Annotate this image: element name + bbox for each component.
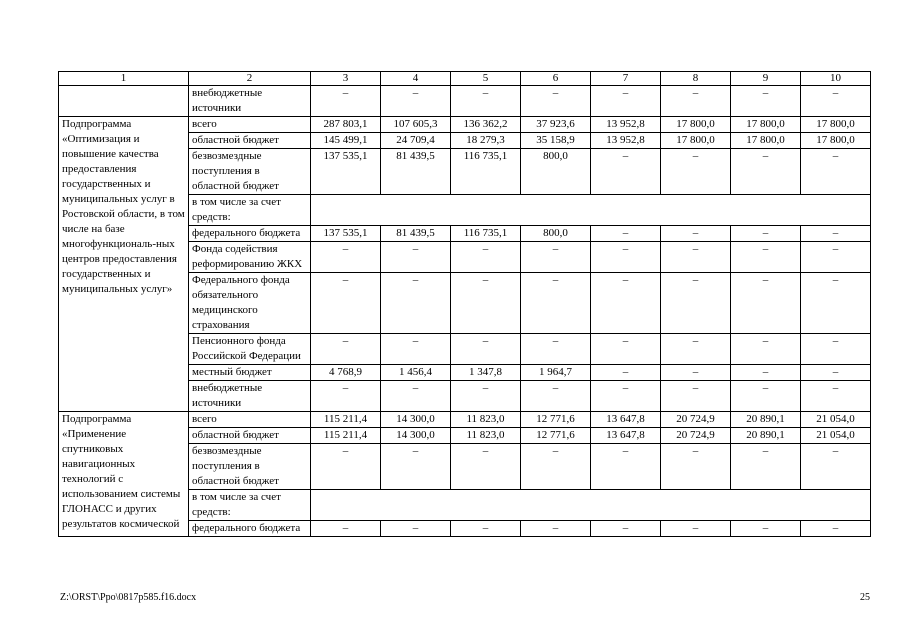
value-cell: – bbox=[451, 521, 521, 537]
value-cell: – bbox=[451, 381, 521, 412]
document-file-path: Z:\ORST\Ppo\0817p585.f16.docx bbox=[60, 592, 197, 603]
value-cell: – bbox=[731, 521, 801, 537]
value-cell: – bbox=[311, 521, 381, 537]
value-cell: – bbox=[521, 444, 591, 490]
value-cell: 1 964,7 bbox=[521, 365, 591, 381]
value-cell: 800,0 bbox=[521, 226, 591, 242]
column-header: 9 bbox=[731, 72, 801, 86]
value-cell: – bbox=[731, 242, 801, 273]
value-cell: 287 803,1 bbox=[311, 117, 381, 133]
value-cell: 137 535,1 bbox=[311, 149, 381, 195]
value-cell: – bbox=[311, 86, 381, 117]
value-cell: – bbox=[451, 273, 521, 334]
value-cell: – bbox=[801, 226, 871, 242]
value-cell: – bbox=[801, 86, 871, 117]
value-cell: 18 279,3 bbox=[451, 133, 521, 149]
value-cell: – bbox=[591, 86, 661, 117]
table-row bbox=[59, 412, 871, 428]
value-cell: – bbox=[801, 149, 871, 195]
value-cell: – bbox=[731, 226, 801, 242]
header-row bbox=[59, 72, 871, 86]
value-cell: 17 800,0 bbox=[731, 117, 801, 133]
value-cell: – bbox=[731, 334, 801, 365]
value-cell: 20 724,9 bbox=[661, 428, 731, 444]
value-cell: – bbox=[801, 365, 871, 381]
funding-source-cell: местный бюджет bbox=[189, 365, 311, 381]
value-cell: 11 823,0 bbox=[451, 412, 521, 428]
value-cell: – bbox=[381, 273, 451, 334]
value-cell: – bbox=[381, 444, 451, 490]
value-cell: 115 211,4 bbox=[311, 428, 381, 444]
value-cell: – bbox=[661, 444, 731, 490]
column-header: 6 bbox=[521, 72, 591, 86]
value-cell: – bbox=[731, 381, 801, 412]
value-cell: – bbox=[801, 444, 871, 490]
value-cell: – bbox=[731, 273, 801, 334]
value-cell: – bbox=[311, 334, 381, 365]
value-cell: – bbox=[591, 242, 661, 273]
funding-source-cell: Фонда содействия реформированию ЖКХ bbox=[189, 242, 311, 273]
value-cell: – bbox=[801, 381, 871, 412]
column-header: 1 bbox=[59, 72, 189, 86]
value-cell: – bbox=[801, 273, 871, 334]
budget-table bbox=[58, 71, 871, 537]
value-cell: – bbox=[311, 444, 381, 490]
value-cell: 17 800,0 bbox=[801, 117, 871, 133]
value-cell: 17 800,0 bbox=[661, 133, 731, 149]
table-row bbox=[59, 86, 871, 117]
value-cell: – bbox=[521, 381, 591, 412]
value-cell: 4 768,9 bbox=[311, 365, 381, 381]
value-cell: – bbox=[731, 149, 801, 195]
value-cell: – bbox=[591, 444, 661, 490]
value-cell: 116 735,1 bbox=[451, 149, 521, 195]
value-cell: 12 771,6 bbox=[521, 412, 591, 428]
funding-source-cell: Федерального фонда обязательного медицинского страхования bbox=[189, 273, 311, 334]
value-cell: 116 735,1 bbox=[451, 226, 521, 242]
value-cell: 20 890,1 bbox=[731, 428, 801, 444]
value-cell: – bbox=[661, 86, 731, 117]
value-cell: – bbox=[661, 521, 731, 537]
value-cell: 1 347,8 bbox=[451, 365, 521, 381]
empty-values-cell bbox=[311, 490, 871, 521]
value-cell: – bbox=[591, 334, 661, 365]
value-cell: 17 800,0 bbox=[801, 133, 871, 149]
value-cell: – bbox=[311, 381, 381, 412]
value-cell: – bbox=[801, 521, 871, 537]
value-cell: 37 923,6 bbox=[521, 117, 591, 133]
column-header: 8 bbox=[661, 72, 731, 86]
funding-source-cell: безвозмездные поступления в областной бюджет bbox=[189, 149, 311, 195]
value-cell: – bbox=[591, 273, 661, 334]
value-cell: – bbox=[451, 444, 521, 490]
value-cell: 14 300,0 bbox=[381, 428, 451, 444]
funding-source-cell: всего bbox=[189, 117, 311, 133]
value-cell: 13 647,8 bbox=[591, 412, 661, 428]
value-cell: – bbox=[591, 521, 661, 537]
value-cell: 107 605,3 bbox=[381, 117, 451, 133]
value-cell: – bbox=[521, 334, 591, 365]
table-row bbox=[59, 117, 871, 133]
value-cell: 11 823,0 bbox=[451, 428, 521, 444]
value-cell: – bbox=[661, 334, 731, 365]
value-cell: 800,0 bbox=[521, 149, 591, 195]
value-cell: – bbox=[801, 242, 871, 273]
funding-source-cell: Пенсионного фонда Российской Федерации bbox=[189, 334, 311, 365]
subprogram-name-cell: Подпрограмма «Оптимизация и повышение качества предоставления государственных и муниципальных услуг в Ростовской области, в том числе на базе многофункциональ-ных центров предоставления государственных и муниципальных услуг» bbox=[59, 117, 189, 412]
value-cell: – bbox=[521, 273, 591, 334]
empty-values-cell bbox=[311, 195, 871, 226]
value-cell: – bbox=[451, 242, 521, 273]
value-cell: – bbox=[731, 365, 801, 381]
value-cell: – bbox=[311, 273, 381, 334]
value-cell: 12 771,6 bbox=[521, 428, 591, 444]
value-cell: – bbox=[521, 86, 591, 117]
value-cell: 13 952,8 bbox=[591, 117, 661, 133]
funding-source-cell: областной бюджет bbox=[189, 428, 311, 444]
value-cell: – bbox=[381, 242, 451, 273]
funding-source-cell: безвозмездные поступления в областной бюджет bbox=[189, 444, 311, 490]
value-cell: – bbox=[521, 242, 591, 273]
value-cell: – bbox=[661, 365, 731, 381]
value-cell: 20 890,1 bbox=[731, 412, 801, 428]
funding-source-cell: внебюджетные источники bbox=[189, 86, 311, 117]
value-cell: – bbox=[381, 381, 451, 412]
value-cell: – bbox=[591, 365, 661, 381]
value-cell: – bbox=[731, 444, 801, 490]
column-header: 7 bbox=[591, 72, 661, 86]
value-cell: – bbox=[731, 86, 801, 117]
value-cell: 21 054,0 bbox=[801, 428, 871, 444]
subprogram-name-cell: Подпрограмма «Применение спутниковых навигационных технологий с использованием системы ГЛОНАСС и других результатов космической bbox=[59, 412, 189, 537]
value-cell: 35 158,9 bbox=[521, 133, 591, 149]
value-cell: 13 952,8 bbox=[591, 133, 661, 149]
value-cell: 21 054,0 bbox=[801, 412, 871, 428]
funding-source-cell: всего bbox=[189, 412, 311, 428]
funding-source-cell: внебюджетные источники bbox=[189, 381, 311, 412]
column-header: 2 bbox=[189, 72, 311, 86]
value-cell: – bbox=[801, 334, 871, 365]
value-cell: – bbox=[591, 149, 661, 195]
column-header: 5 bbox=[451, 72, 521, 86]
value-cell: – bbox=[661, 242, 731, 273]
page-number: 25 bbox=[860, 592, 870, 603]
value-cell: 24 709,4 bbox=[381, 133, 451, 149]
value-cell: 1 456,4 bbox=[381, 365, 451, 381]
value-cell: – bbox=[661, 273, 731, 334]
value-cell: – bbox=[521, 521, 591, 537]
value-cell: 17 800,0 bbox=[731, 133, 801, 149]
funding-source-cell: федерального бюджета bbox=[189, 226, 311, 242]
value-cell: 17 800,0 bbox=[661, 117, 731, 133]
column-header: 4 bbox=[381, 72, 451, 86]
value-cell: 81 439,5 bbox=[381, 149, 451, 195]
value-cell: – bbox=[451, 334, 521, 365]
value-cell: 145 499,1 bbox=[311, 133, 381, 149]
funding-source-cell: областной бюджет bbox=[189, 133, 311, 149]
funding-source-cell: в том числе за счет средств: bbox=[189, 195, 311, 226]
value-cell: – bbox=[591, 226, 661, 242]
value-cell: – bbox=[661, 381, 731, 412]
value-cell: 13 647,8 bbox=[591, 428, 661, 444]
column-header: 3 bbox=[311, 72, 381, 86]
program-cell bbox=[59, 86, 189, 117]
funding-source-cell: в том числе за счет средств: bbox=[189, 490, 311, 521]
value-cell: – bbox=[661, 149, 731, 195]
funding-source-cell: федерального бюджета bbox=[189, 521, 311, 537]
value-cell: 137 535,1 bbox=[311, 226, 381, 242]
value-cell: – bbox=[661, 226, 731, 242]
value-cell: 136 362,2 bbox=[451, 117, 521, 133]
value-cell: 81 439,5 bbox=[381, 226, 451, 242]
value-cell: – bbox=[381, 86, 451, 117]
value-cell: – bbox=[591, 381, 661, 412]
column-header: 10 bbox=[801, 72, 871, 86]
value-cell: – bbox=[381, 334, 451, 365]
value-cell: 20 724,9 bbox=[661, 412, 731, 428]
value-cell: 14 300,0 bbox=[381, 412, 451, 428]
value-cell: – bbox=[381, 521, 451, 537]
value-cell: – bbox=[451, 86, 521, 117]
value-cell: 115 211,4 bbox=[311, 412, 381, 428]
value-cell: – bbox=[311, 242, 381, 273]
